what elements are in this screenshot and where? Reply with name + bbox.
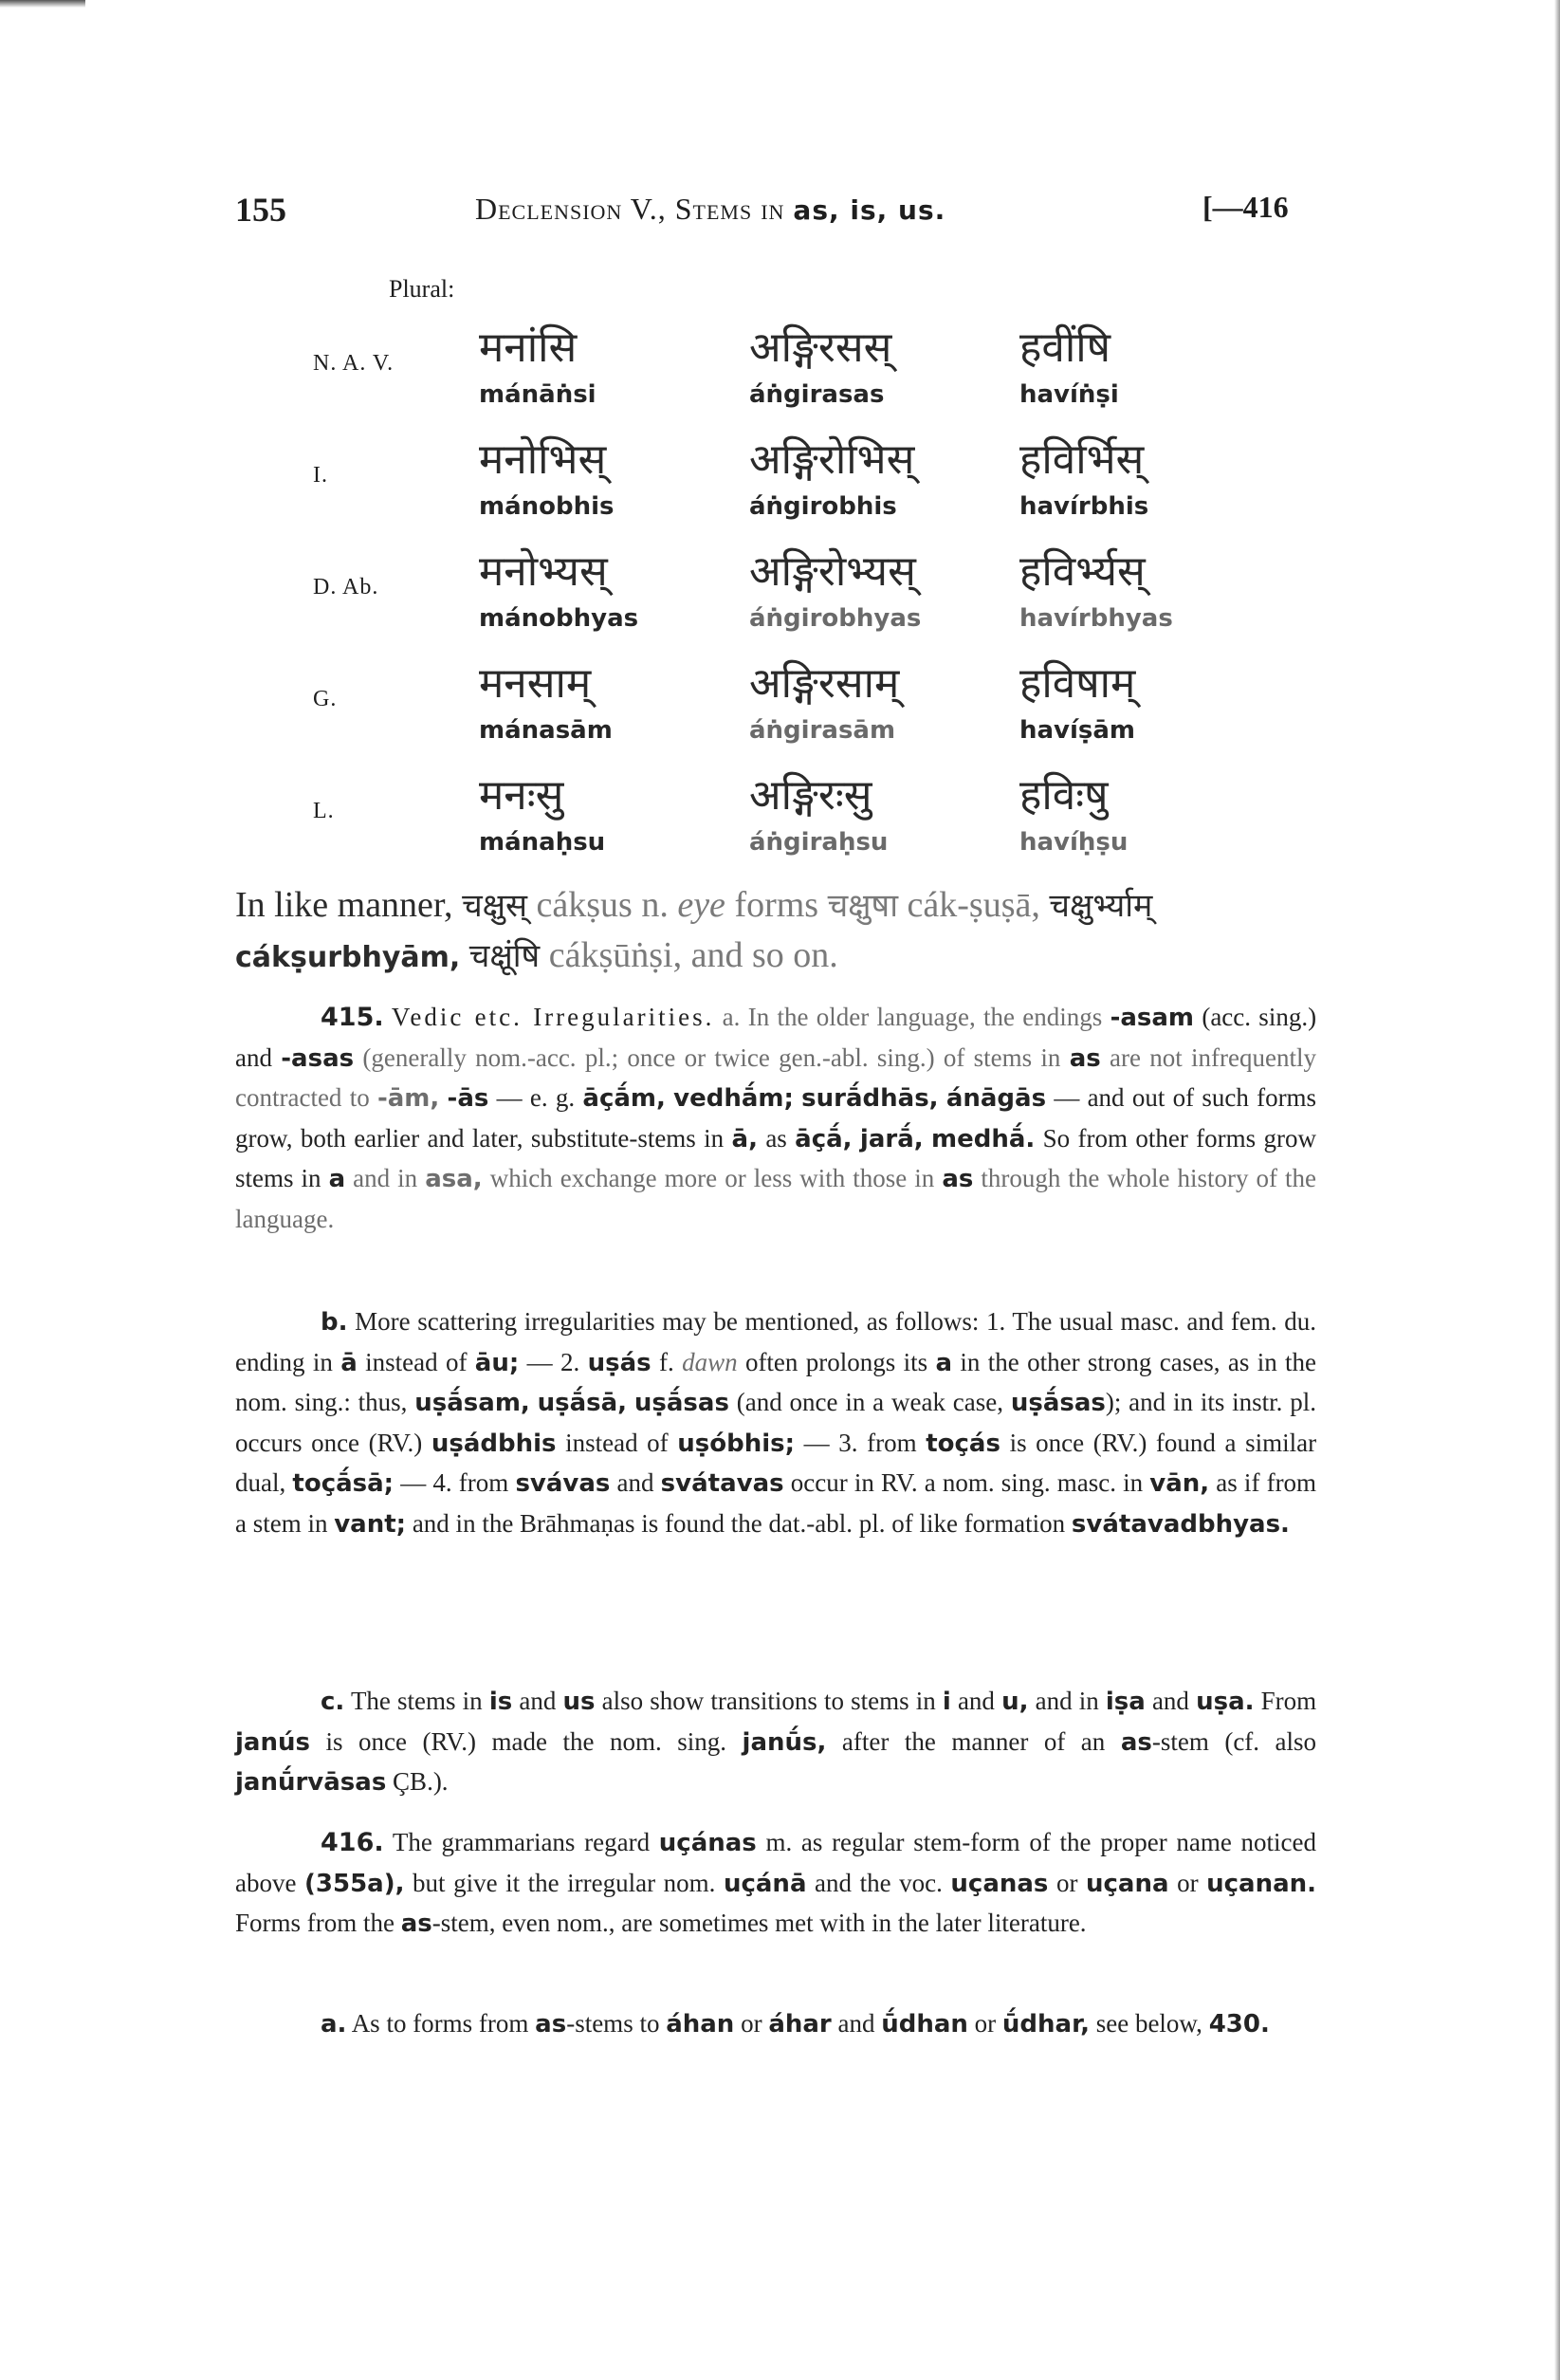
case-label: I.: [313, 463, 328, 488]
transliteration: mánobhis: [479, 492, 615, 521]
text: ); and in its instr. pl. occurs once (RV.): [235, 1388, 1316, 1457]
paradigm-row: [313, 323, 1261, 434]
devanagari-form: मनोभ्यस्: [479, 547, 608, 596]
text: More scattering irregularities may be mentioned, as follows: 1. The usual masc. and fem. du. ending in: [235, 1307, 1317, 1376]
term: toçás: [926, 1429, 1000, 1458]
term: āu;: [474, 1348, 520, 1377]
text: after the manner of an: [841, 1726, 1106, 1756]
cross-reference: 430.: [1208, 2010, 1270, 2039]
text: -stems to: [566, 2009, 660, 2038]
devanagari-form: मनोभिस्: [479, 435, 607, 484]
text: and: [616, 1468, 654, 1497]
text: and in the Brāhmaṇas is found the dat.-abl. pl. of like formation: [412, 1508, 1066, 1538]
term: uçana: [1085, 1869, 1169, 1898]
term: a: [328, 1165, 346, 1193]
case-label: G.: [313, 687, 338, 711]
transliteration: mánobhyas: [479, 604, 639, 633]
term: ánāgās: [945, 1084, 1047, 1113]
paradigm-form: [1019, 770, 1128, 861]
text: instead of: [365, 1347, 468, 1376]
text: — 3. from: [803, 1428, 917, 1457]
text: From: [1260, 1687, 1317, 1715]
devanagari-word: चक्षुषा: [827, 887, 899, 925]
term: vedhā́m;: [673, 1084, 794, 1113]
transliteration: havírbhyas: [1019, 604, 1173, 633]
case-label: N. A. V.: [313, 351, 395, 376]
text: and so on.: [690, 935, 838, 975]
text: In like manner,: [235, 885, 453, 925]
paragraph-415: [235, 998, 1316, 1239]
paragraph-body: [235, 2004, 1316, 2045]
declension-paradigm: [313, 323, 1261, 882]
text: in the other strong cases, as in the nom. sing.: thus,: [235, 1347, 1317, 1416]
term: uṣā́sam,: [414, 1389, 530, 1417]
text: instead of: [565, 1428, 669, 1457]
transliteration: áṅgirobhis: [749, 492, 897, 521]
transliteration: áṅgiraḥsu: [749, 828, 889, 857]
paradigm-form: [479, 546, 638, 637]
text: -stem (cf. also: [1151, 1726, 1317, 1756]
term: uçánā: [723, 1869, 807, 1898]
devanagari-form: मनसाम्: [479, 659, 592, 708]
term: ū́dhan: [881, 2010, 968, 2039]
transliteration: havíṅṣi: [1019, 380, 1119, 409]
term: iṣa: [1105, 1688, 1146, 1716]
text: and: [837, 2009, 875, 2038]
paradigm-form: [479, 770, 605, 861]
term: uṣa.: [1196, 1688, 1255, 1716]
transliteration: mánaḥsu: [479, 828, 606, 857]
devanagari-form: अङ्गिरसाम्: [749, 659, 900, 708]
term: as: [1120, 1727, 1152, 1757]
term: -ās: [447, 1084, 489, 1113]
text: also show transitions to stems in: [601, 1687, 936, 1715]
term: medhā́.: [930, 1124, 1036, 1153]
term: uṣádbhis: [431, 1429, 557, 1458]
text: or: [974, 2009, 997, 2038]
section-number: 416.: [321, 1828, 384, 1857]
term: svátavadbhyas.: [1071, 1509, 1290, 1539]
text: through the whole history of the language.: [235, 1164, 1316, 1233]
case-label: L.: [313, 799, 335, 823]
transliteration: cákṣus: [536, 885, 633, 925]
transliteration: havírbhis: [1019, 492, 1149, 521]
paragraph-body: [235, 998, 1316, 1239]
term: as: [535, 2010, 567, 2039]
devanagari-form: हविर्भ्यस्: [1019, 547, 1146, 596]
text: and: [957, 1687, 995, 1715]
paradigm-form: [1019, 434, 1148, 526]
paradigm-form: [749, 434, 914, 526]
text: and in: [353, 1164, 418, 1192]
text: and: [1151, 1687, 1189, 1715]
term: āçā́m,: [582, 1084, 666, 1113]
term: a: [935, 1348, 953, 1377]
subsection-label: b.: [321, 1308, 348, 1337]
text: or: [1055, 1868, 1078, 1897]
paragraph-415b: [235, 1302, 1316, 1544]
paradigm-form: [1019, 323, 1119, 414]
paragraph-415c: [235, 1682, 1316, 1803]
like-manner-paragraph: [235, 880, 1326, 983]
text: is once (RV.) found a similar dual,: [235, 1428, 1317, 1497]
text: f.: [658, 1347, 674, 1376]
term: uṣā́sas: [1010, 1389, 1106, 1417]
devanagari-word: चक्षुर्भ्याम्: [1049, 887, 1153, 925]
text: — 2.: [526, 1347, 580, 1376]
subsection-label: c.: [321, 1688, 345, 1716]
devanagari-form: हविःषु: [1019, 771, 1109, 820]
paradigm-row: [313, 658, 1261, 770]
text: ÇB.).: [393, 1767, 449, 1796]
term: áhan: [666, 2010, 735, 2039]
running-header: [235, 180, 1316, 237]
text: As to forms from: [351, 2009, 529, 2038]
transliteration: havíḥṣu: [1019, 828, 1129, 857]
devanagari-form: अङ्गिरःसु: [749, 771, 872, 820]
term: uṣás: [587, 1348, 652, 1377]
transliteration: mánasām: [479, 716, 613, 745]
term: uṣā́sā,: [537, 1389, 628, 1417]
term: uçanas: [950, 1869, 1049, 1898]
text: as if from a stem in: [235, 1468, 1317, 1538]
paradigm-form: [479, 323, 596, 414]
term: janús: [235, 1727, 310, 1757]
subsection-label: a.: [321, 2010, 347, 2039]
term: ā,: [731, 1124, 758, 1153]
term: uṣā́sas: [633, 1389, 729, 1417]
term: ā: [340, 1348, 358, 1377]
term: āçā́,: [795, 1124, 853, 1153]
paradigm-row: [313, 770, 1261, 882]
devanagari-form: हविषाम्: [1019, 659, 1136, 708]
running-title-stems: as, is, us.: [793, 194, 946, 226]
text: is once (RV.) made the nom. sing.: [325, 1726, 727, 1756]
transliteration: áṅgirobhyas: [749, 604, 922, 633]
term: as: [942, 1165, 974, 1193]
transliteration: mánāṅsi: [479, 380, 596, 409]
gloss: dawn: [682, 1347, 738, 1376]
devanagari-word: चक्षूंषि: [468, 937, 541, 975]
text: see below,: [1095, 2009, 1202, 2038]
section-title: Vedic etc. Irregularities.: [391, 1003, 715, 1031]
text: The stems in: [350, 1687, 483, 1715]
text: — and out of such forms grow, both earlier and later, substitute-stems in: [235, 1083, 1317, 1153]
term: uṣóbhis;: [677, 1429, 796, 1458]
paragraph-416a: [235, 2004, 1316, 2045]
text: often prolongs its: [744, 1347, 928, 1376]
transliteration: áṅgirasām: [749, 716, 896, 745]
paradigm-form: [749, 770, 888, 861]
text: -stem, even nom., are sometimes met with in the later literature.: [431, 1909, 1087, 1937]
text: m. as regular stem-form of the proper name noticed above: [235, 1828, 1316, 1897]
devanagari-form: हवींषि: [1019, 323, 1111, 372]
text: and: [519, 1687, 557, 1715]
text: So from other forms grow stems in: [235, 1123, 1317, 1192]
text: (and once in a weak case,: [736, 1388, 1003, 1416]
page-number: 155: [235, 191, 286, 229]
term: i: [942, 1688, 951, 1716]
term: jarā́,: [859, 1124, 924, 1153]
plural-label: Plural:: [389, 275, 455, 303]
term: -asas: [281, 1043, 355, 1073]
running-title: [475, 192, 945, 227]
paragraph-body: [235, 1302, 1316, 1544]
term: surā́dhās,: [801, 1084, 939, 1113]
devanagari-form: मनःसु: [479, 771, 564, 820]
devanagari-form: हविर्भिस्: [1019, 435, 1145, 484]
paragraph-body: [235, 1823, 1316, 1945]
transliteration: cák-ṣuṣā,: [907, 885, 1040, 925]
section-number: 415.: [321, 1003, 384, 1032]
text: and the voc.: [815, 1868, 943, 1897]
text: In the older language, the endings: [747, 1003, 1103, 1031]
transliteration: havíṣām: [1019, 716, 1136, 745]
text: — 4. from: [400, 1468, 509, 1497]
text: or: [741, 2009, 762, 2038]
term: áhar: [768, 2010, 832, 2039]
text: The grammarians regard: [392, 1828, 651, 1856]
scan-corner-mark: [0, 0, 85, 8]
transliteration: cákṣurbhyām,: [235, 941, 461, 974]
running-title-text: Declension V., Stems in: [475, 192, 794, 226]
term: svávas: [515, 1469, 611, 1498]
text: forms: [734, 885, 819, 925]
term: as: [1069, 1043, 1101, 1073]
paragraph-416: [235, 1823, 1316, 1945]
devanagari-form: मनांसि: [479, 323, 578, 372]
term: janū́s,: [742, 1727, 827, 1757]
term: vant;: [334, 1509, 407, 1539]
devanagari-word: चक्षुस्: [462, 887, 528, 925]
paradigm-form: [749, 323, 891, 414]
text: or: [1177, 1868, 1199, 1897]
text: — e. g.: [496, 1083, 576, 1112]
transliteration: áṅgirasas: [749, 380, 885, 409]
term: us: [562, 1688, 596, 1716]
term: is: [488, 1688, 513, 1716]
paradigm-form: [479, 434, 615, 526]
case-label: D. Ab.: [313, 575, 379, 600]
term: -ām,: [376, 1084, 440, 1113]
term: ū́dhar,: [1001, 2010, 1090, 2039]
term: asa,: [425, 1165, 483, 1193]
text: occur in RV. a nom. sing. masc. in: [790, 1468, 1144, 1497]
gloss: eye: [677, 885, 725, 925]
paradigm-form: [749, 658, 899, 749]
devanagari-form: अङ्गिरोभ्यस्: [749, 547, 916, 596]
term: uçánas: [658, 1829, 757, 1857]
term: uçanan.: [1206, 1869, 1317, 1898]
text: (generally nom.-acc. pl.; once or twice gen.-abl. sing.) of stems in: [362, 1042, 1061, 1072]
devanagari-form: अङ्गिरोभिस्: [749, 435, 915, 484]
devanagari-form: अङ्गिरसस्: [749, 323, 892, 372]
term: -asam: [1110, 1004, 1195, 1032]
text: as: [765, 1123, 787, 1153]
text: n.: [641, 885, 669, 925]
text: which exchange more or less with those in: [489, 1164, 935, 1192]
term: toçā́sā;: [292, 1469, 395, 1498]
section-reference: [—416: [1202, 190, 1289, 224]
paradigm-form: [479, 658, 613, 749]
text: (acc. sing.) and: [235, 1003, 1317, 1072]
paradigm-form: [1019, 546, 1173, 637]
paragraph-body: [235, 1682, 1316, 1803]
text: are not infrequently contracted to: [235, 1042, 1317, 1112]
transliteration: cákṣūṅṣi,: [548, 935, 683, 975]
term: svátavas: [660, 1469, 784, 1498]
term: u,: [1001, 1688, 1029, 1716]
text: but give it the irregular nom.: [413, 1868, 716, 1897]
paradigm-form: [749, 546, 921, 637]
paradigm-row: [313, 546, 1261, 658]
term: janū́rvāsas: [235, 1768, 387, 1797]
term: as: [400, 1910, 432, 1938]
paradigm-row: [313, 434, 1261, 546]
cross-reference: (355a),: [304, 1869, 405, 1898]
term: vān,: [1149, 1469, 1210, 1498]
subsection-label: a.: [722, 1003, 741, 1031]
paradigm-form: [1019, 658, 1135, 749]
text: and in: [1035, 1687, 1099, 1715]
text: Forms from the: [235, 1909, 395, 1937]
page-edge-shadow: [1554, 0, 1560, 2380]
